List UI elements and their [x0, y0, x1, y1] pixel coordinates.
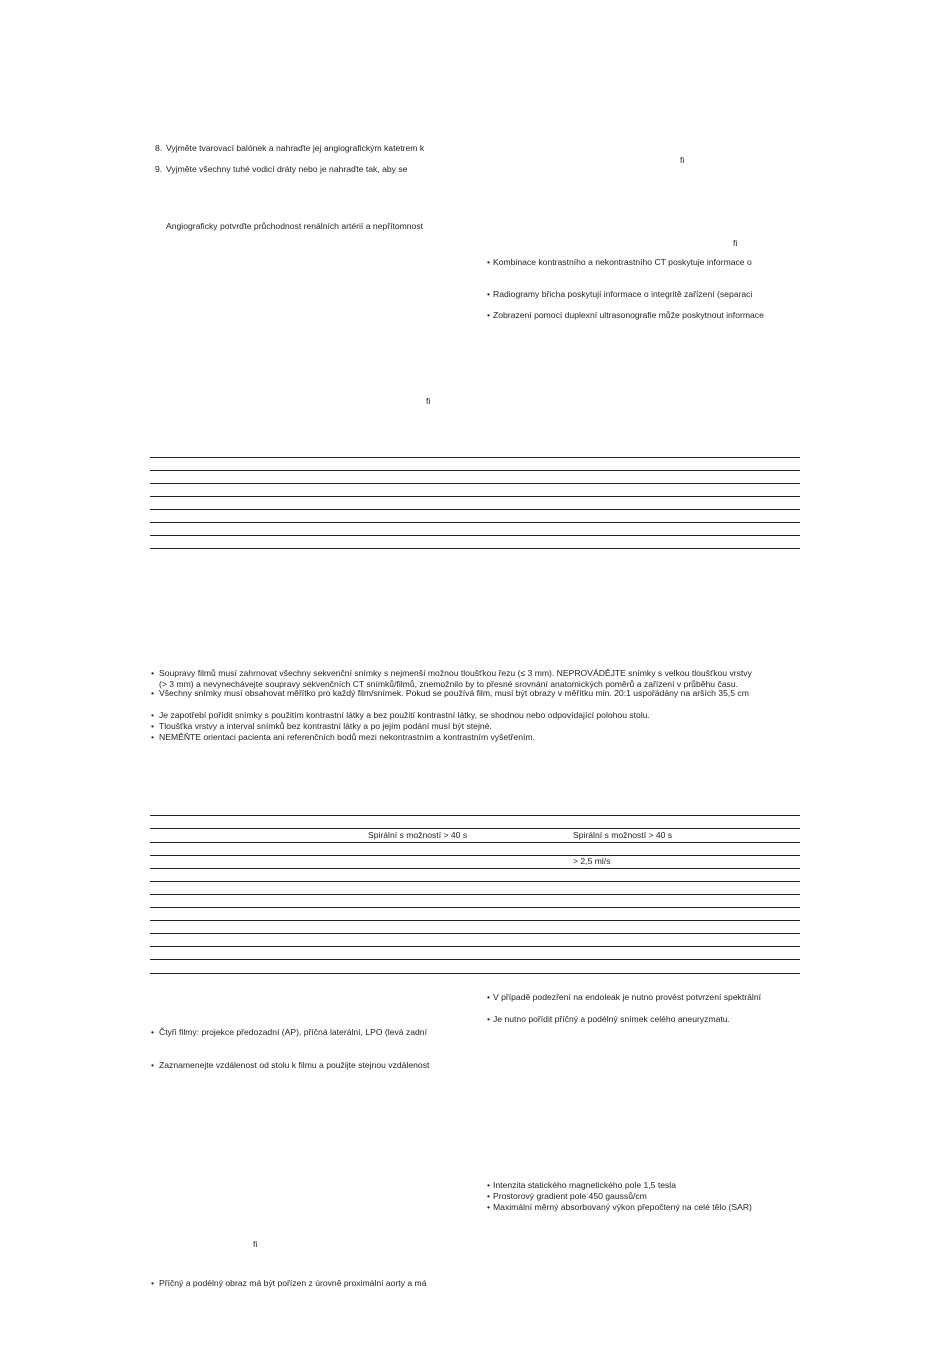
- followup-item-ct: Kombinace kontrastního a nekontrastního CT poskytuje informace o: [493, 257, 752, 267]
- angiographic-confirmation: Angiograficky potvrďte průchodnost renálních artérií a nepřítomnost: [166, 221, 424, 231]
- table-rule: [150, 933, 800, 934]
- table-rule: [150, 855, 800, 856]
- followup-item-radiogram: Radiogramy břicha poskytují informace o integritě zařízení (separaci: [493, 289, 753, 299]
- film-req-1-line1: Soupravy filmů musí zahrnovat všechny sekvenční snímky s nejmenší možnou tloušťkou řezu (≤ 3 mm). NEPROVÁDĚJTE snímky s velkou tloušťkou vrstvy: [159, 668, 752, 678]
- mri-item-1: Intenzita statického magnetického pole 1,5 tesla: [493, 1180, 676, 1190]
- film-req-3: Je zapotřebí pořídit snímky s použitím kontrastní látky a bez použití kontrastní látky, se shodnou nebo odpovídající polohou stolu.: [159, 710, 650, 720]
- ligature-fi-3: ﬁ: [426, 396, 431, 406]
- step-8-number: 8.: [155, 143, 163, 153]
- table-rule: [150, 522, 800, 523]
- table-rule: [150, 457, 800, 458]
- bullet-marker: •: [487, 1180, 491, 1190]
- film-req-4: Tloušťka vrstvy a interval snímků bez kontrastní látky a po jejím podání musí být stejné.: [159, 721, 492, 731]
- table-rule: [150, 881, 800, 882]
- table-rule: [150, 946, 800, 947]
- bullet-marker: •: [487, 1014, 491, 1024]
- table-rule: [150, 973, 800, 974]
- bullet-marker: •: [151, 1278, 155, 1288]
- table-rule: [150, 907, 800, 908]
- bullet-marker: •: [487, 257, 491, 267]
- bullet-marker: •: [487, 1191, 491, 1201]
- table-rule: [150, 868, 800, 869]
- film-req-5: NEMĚŇTE orientaci pacienta ani referenčních bodů mezi nekontrastním a kontrastním vyšetřením.: [159, 732, 535, 742]
- table-rule: [150, 959, 800, 960]
- table-rule: [150, 920, 800, 921]
- ligature-fi-4: ﬁ: [253, 1239, 258, 1249]
- film-req-1-line2: (> 3 mm) a nevynechávejte soupravy sekvenčních CT snímků/filmů, znemožnilo by to přesné srovnání anatomických poměrů a zařízení v průběhu času.: [159, 679, 738, 689]
- bullet-marker: •: [151, 688, 155, 698]
- bullet-marker: •: [151, 668, 155, 678]
- table-cell: Spirální s možností > 40 s: [368, 830, 468, 840]
- table-rule: [150, 842, 800, 843]
- table-rule: [150, 509, 800, 510]
- bullet-marker: •: [487, 310, 491, 320]
- mri-item-2: Prostorový gradient pole 450 gaussů/cm: [493, 1191, 647, 1201]
- bullet-marker: •: [151, 732, 155, 742]
- film-req-2: Všechny snímky musí obsahovat měřítko pro každý film/snímek. Pokud se používá film, musí být obrazy v měřítku min. 20:1 uspořádány na arších 35,5 cm: [159, 688, 749, 698]
- followup-item-duplex: Zobrazení pomocí duplexní ultrasonografie může poskytnout informace: [493, 310, 764, 320]
- bullet-marker: •: [487, 289, 491, 299]
- mri-item-3: Maximální měrný absorbovaný výkon přepočtený na celé tělo (SAR): [493, 1202, 752, 1212]
- xray-item-2: Zaznamenejte vzdálenost od stolu k filmu a použijte stejnou vzdálenost: [159, 1060, 430, 1070]
- bullet-marker: •: [151, 710, 155, 720]
- table-rule: [150, 815, 800, 816]
- table-rule: [150, 548, 800, 549]
- bullet-marker: •: [151, 1060, 155, 1070]
- bullet-marker: •: [151, 1027, 155, 1037]
- table-rule: [150, 535, 800, 536]
- table-cell: Spirální s možností > 40 s: [573, 830, 673, 840]
- table-rule: [150, 483, 800, 484]
- xray-item-1: Čtyři filmy: projekce předozadní (AP), příčná laterální, LPO (levá zadní: [159, 1027, 427, 1037]
- imaging-plane-item: Příčný a podélný obraz má být pořízen z úrovně proximální aorty a má: [159, 1278, 427, 1288]
- step-8-text: Vyjměte tvarovací balónek a nahraďte jej angiografickým katetrem k: [166, 143, 425, 153]
- table-cell: > 2,5 ml/s: [573, 856, 611, 866]
- table-rule: [150, 894, 800, 895]
- table-rule: [150, 470, 800, 471]
- ultrasound-item-2: Je nutno pořídit příčný a podélný snímek celého aneuryzmatu.: [493, 1014, 730, 1024]
- step-9-text: Vyjměte všechny tuhé vodicí dráty nebo je nahraďte tak, aby se: [166, 164, 408, 174]
- ultrasound-item-1: V případě podezření na endoleak je nutno provést potvrzení spektrální: [493, 992, 762, 1002]
- ligature-fi-2: ﬁ: [733, 238, 738, 248]
- table-rule: [150, 828, 800, 829]
- step-9-number: 9.: [155, 164, 163, 174]
- ligature-fi-1: ﬁ: [680, 155, 685, 165]
- bullet-marker: •: [151, 721, 155, 731]
- table-rule: [150, 496, 800, 497]
- bullet-marker: •: [487, 992, 491, 1002]
- bullet-marker: •: [487, 1202, 491, 1212]
